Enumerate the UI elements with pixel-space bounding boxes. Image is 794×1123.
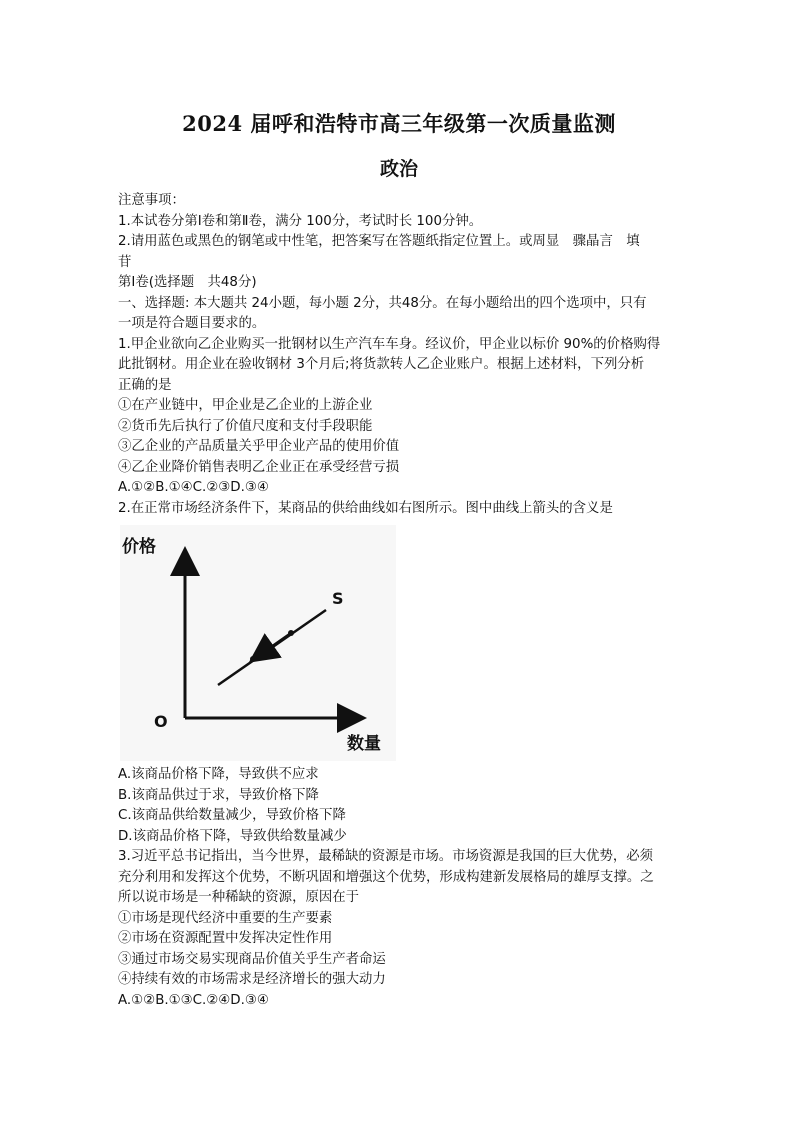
origin-label: O [154,712,168,731]
curve-point [250,656,256,662]
exam-page [118,96,680,1011]
section-label: 第Ⅰ卷(选择题 共48分) [118,275,257,290]
movement-arrow [261,633,291,654]
curve-label: S [332,589,344,608]
q2-option: A.该商品价格下降，导致供不应求 [118,767,319,782]
y-axis-label: 价格 [122,537,156,557]
notice-item: 2.请用蓝色或黑色的钢笔或中性笔，把答案写在答题纸指定位置上。或周显 骤晶言 填 [118,234,640,249]
q3-stem-line: 所以说市场是一种稀缺的资源，原因在于 [118,890,360,905]
q3-item: ②市场在资源配置中发挥决定性作用 [118,931,333,946]
q2-option: D.该商品价格下降，导致供给数量减少 [118,828,347,844]
q1-choices: A.①②B.①④C.②③D.③④ [118,480,269,495]
section-instruction: 一、选择题: 本大题共 24小题，每小题 2分，共48分。在每小题给出的四个选项中，只有 [118,295,647,311]
q2-stem: 2.在正常市场经济条件下，某商品的供给曲线如右图所示。图中曲线上箭头的含义是 [118,500,613,516]
exam-title: 2024 届呼和浩特市高三年级第一次质量监测 [182,111,616,136]
q1-stem-line: 正确的是 [118,377,172,393]
q2-option: C.该商品供给数量减少，导致价格下降 [118,808,346,823]
q3-item: ④持续有效的市场需求是经济增长的强大动力 [118,972,386,987]
q1-stem-line: 此批钢材。用企业在验收钢材 3个月后;将货款转人乙企业账户。根据上述材料，下列分析 [118,357,645,372]
notice-heading: 注意事项： [118,193,185,208]
q1-item: ③乙企业的产品质量关乎甲企业产品的使用价值 [118,439,400,454]
section-instruction: 一项是符合题目要求的。 [118,316,266,331]
subject-title: 政治 [379,158,418,180]
q2-option: B.该商品供过于求，导致价格下降 [118,787,319,803]
q1-stem-line: 1.甲企业欲向乙企业购买一批钢材以生产汽车车身。经议价，甲企业以标价 90%的价格购得 [118,336,661,352]
q3-stem-line: 充分利用和发挥这个优势，不断巩固和增强这个优势，形成构建新发展格局的雄厚支撑。之 [118,869,654,885]
supply-curve-figure [120,525,396,761]
notice-item: 1.本试卷分第Ⅰ卷和第Ⅱ卷，满分 100分，考试时长 100分钟。 [118,213,483,229]
x-axis-label: 数量 [347,734,381,754]
supply-curve-diagram [120,525,396,761]
q3-choices: A.①②B.①③C.②④D.③④ [118,992,269,1008]
q3-item: ①市场是现代经济中重要的生产要素 [118,910,333,926]
q1-item: ④乙企业降价销售表明乙企业正在承受经营亏损 [118,459,400,475]
q3-item: ③通过市场交易实现商品价值关乎生产者命运 [118,951,386,967]
q3-stem-line: 3.习近平总书记指出，当今世界，最稀缺的资源是市场。市场资源是我国的巨大优势，必须 [118,849,654,864]
q1-item: ①在产业链中，甲企业是乙企业的上游企业 [118,398,373,413]
q1-item: ②货币先后执行了价值尺度和支付手段职能 [118,418,373,434]
notice-item: 苷 [118,254,132,270]
